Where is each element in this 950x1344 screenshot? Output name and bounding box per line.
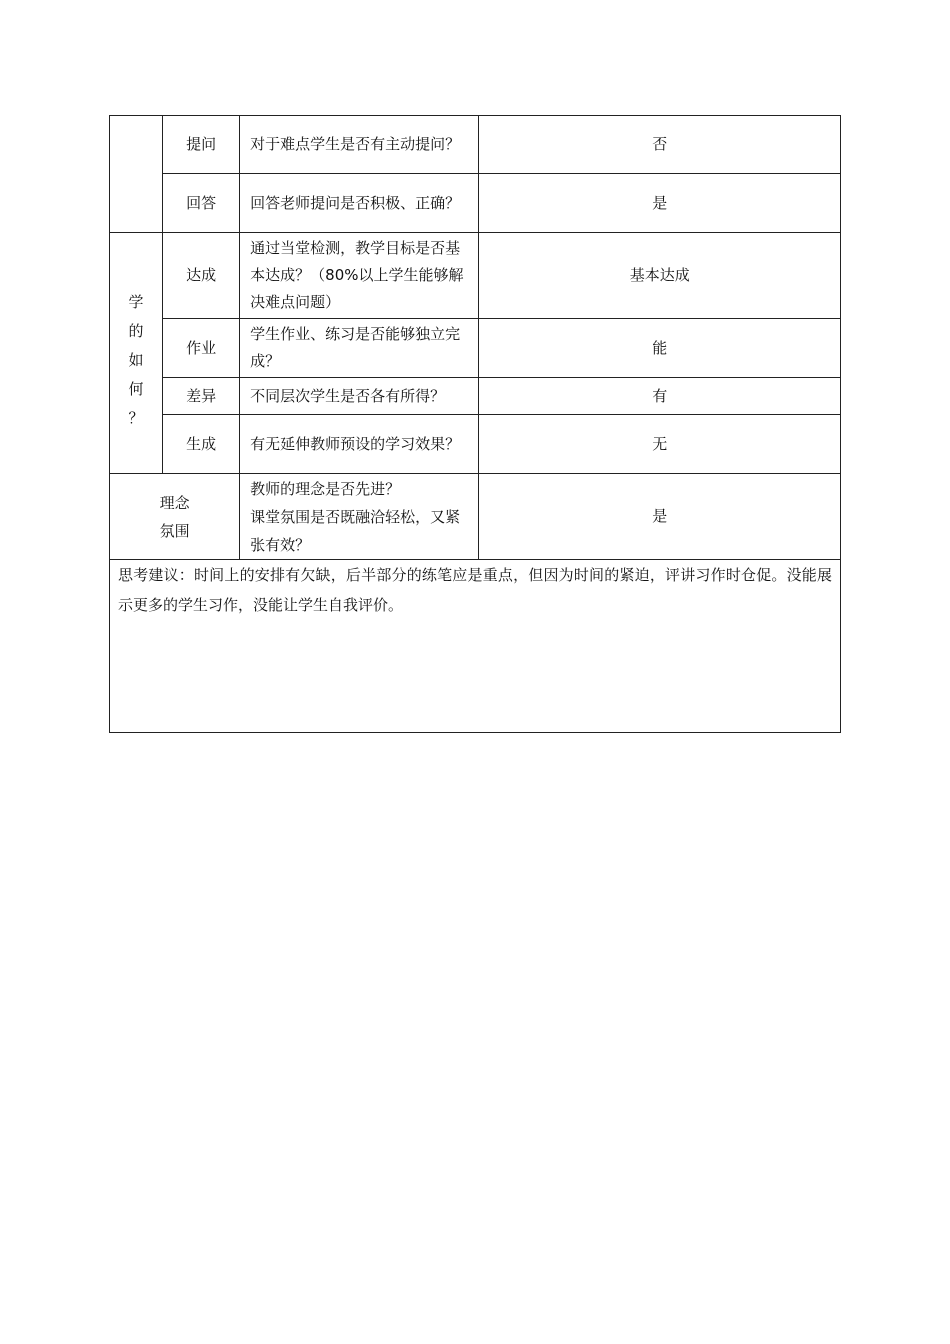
answer-cell: 是	[479, 174, 841, 233]
category-cell-learning	[110, 233, 163, 474]
answer-cell: 基本达成	[479, 233, 841, 319]
concept-label-cell: 理念 氛围	[110, 474, 240, 560]
table-row	[110, 560, 841, 733]
sub-item-label: 作业	[163, 319, 240, 378]
question-cell: 通过当堂检测，教学目标是否基本达成？（80%以上学生能够解决难点问题）	[240, 233, 479, 319]
answer-cell: 否	[479, 116, 841, 174]
answer-cell: 是	[479, 474, 841, 560]
evaluation-table	[109, 115, 841, 733]
table-row	[110, 116, 841, 174]
category-cell-empty	[110, 116, 163, 233]
question-cell: 有无延伸教师预设的学习效果？	[240, 415, 479, 474]
sub-item-label: 提问	[163, 116, 240, 174]
table-row	[110, 474, 841, 560]
question-cell: 学生作业、练习是否能够独立完成？	[240, 319, 479, 378]
table-row	[110, 319, 841, 378]
question-cell: 对于难点学生是否有主动提问？	[240, 116, 479, 174]
table-row	[110, 415, 841, 474]
table-row	[110, 378, 841, 415]
remarks-text: 思考建议：时间上的安排有欠缺，后半部分的练笔应是重点，但因为时间的紧迫，评讲习作时仓促。没能展示更多的学生习作，没能让学生自我评价。	[118, 566, 832, 614]
sub-item-label: 生成	[163, 415, 240, 474]
table-row	[110, 174, 841, 233]
question-cell: 回答老师提问是否积极、正确？	[240, 174, 479, 233]
answer-cell: 能	[479, 319, 841, 378]
category-vertical-label: 学 的 如 何 ？	[128, 292, 144, 427]
question-cell: 教师的理念是否先进？ 课堂氛围是否既融洽轻松，又紧张有效？	[240, 474, 479, 560]
sub-item-label: 回答	[163, 174, 240, 233]
answer-cell: 有	[479, 378, 841, 415]
answer-cell: 无	[479, 415, 841, 474]
table-row	[110, 233, 841, 319]
sub-item-label: 达成	[163, 233, 240, 319]
remarks-cell	[110, 560, 841, 733]
question-cell: 不同层次学生是否各有所得？	[240, 378, 479, 415]
sub-item-label: 差异	[163, 378, 240, 415]
